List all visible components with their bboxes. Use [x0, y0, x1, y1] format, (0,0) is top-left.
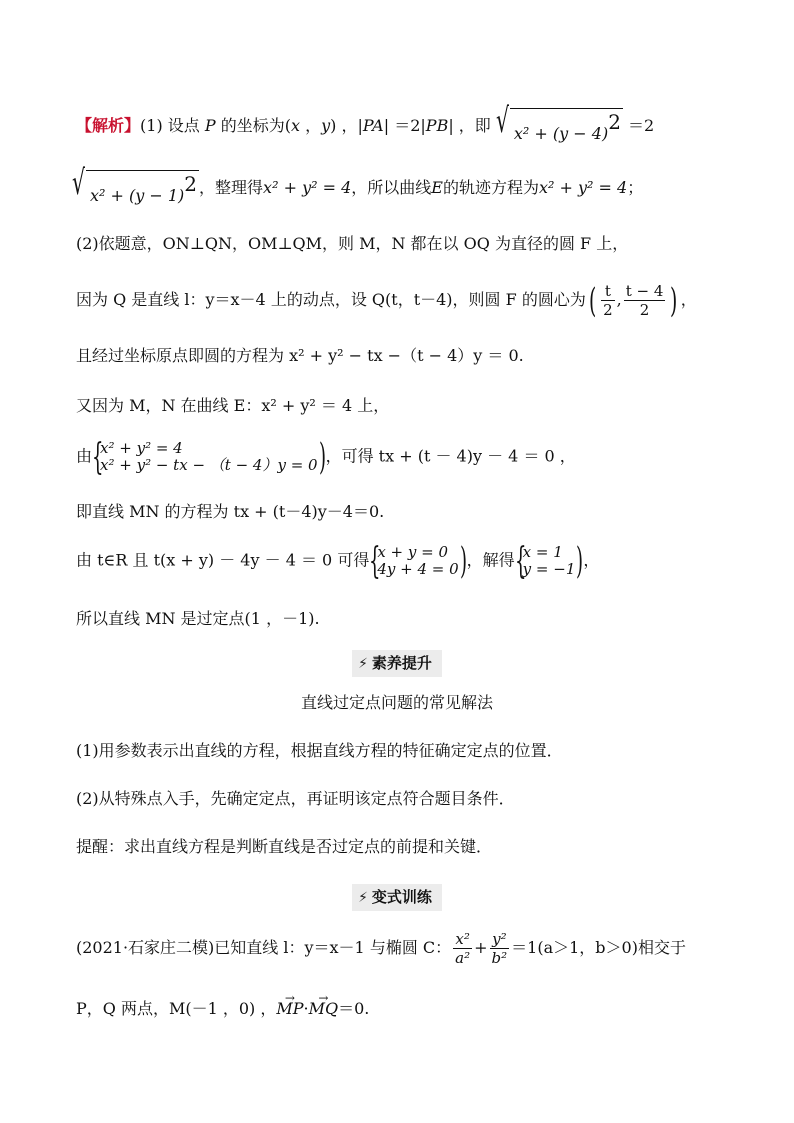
banner-literacy: ⚡ 素养提升 — [0, 650, 794, 677]
equation-system-2: { x + y = 0 4y + 4 = 0 ) — [369, 541, 467, 582]
fraction-y2-over-b2: $\frac{\text{y²}}{\text{b²}}$ — [491, 930, 508, 967]
fraction-t-minus-4-over-2: $\frac{t - 4}{2}$ — [625, 282, 664, 319]
sqrt-expression-1: √ x² + (y − 4)2 — [495, 101, 621, 143]
lightning-icon: ⚡ — [358, 890, 368, 906]
sqrt-expression-2: √ x² + (y − 1)2 — [72, 163, 198, 205]
problem-line-1: (2021·石家庄二模)已知直线 l：y＝x－1 与椭圆 C： $\frac{\text{x²}}{\text{a²}}$ + $\frac{\text{y²}}{\text{b²}}$ ＝1(a＞1，b＞0)相交于 — [76, 930, 686, 967]
method-2: (2)从特殊点入手，先确定定点，再证明该定点符合题目条件． — [76, 789, 515, 808]
lightning-icon: ⚡ — [358, 656, 368, 672]
solution-line-6: 又因为 M，N 在曲线 E：x² + y² ＝ 4 上， — [76, 396, 390, 415]
solution-line-9: 由 t∈R 且 t(x + y) － 4y － 4 ＝ 0 可得 { x + y = 0 4y + 4 = 0 ) ，解得 { x = 1 y = −1 ) ， — [76, 541, 600, 582]
vector-mp: → MP — [276, 998, 303, 1020]
fraction-x2-over-a2: $\frac{\text{x²}}{\text{a²}}$ — [455, 930, 471, 967]
fraction-t-over-2: $\frac{t}{2}$ — [603, 282, 613, 319]
banner-practice: ⚡ 变式训练 — [0, 884, 794, 911]
problem-line-2: P，Q 两点，M(－1 ，0) ，→ MP·→ MQ＝0. — [76, 998, 369, 1020]
solution-line-3: (2)依题意，ON⊥QN，OM⊥QM，则 M，N 都在以 OQ 为直径的圆 F 上， — [76, 234, 629, 253]
vector-mq: → MQ — [309, 998, 339, 1020]
solution-line-8: 即直线 MN 的方程为 tx + (t－4)y－4＝0. — [76, 502, 385, 521]
solution-line-1: 【解析】(1) 设点 P 的坐标为(x ，y) ，|PA| ＝2|PB| ，即 √ x² + (y − 4)2 ＝2 — [76, 101, 655, 143]
section-heading: 直线过定点问题的常见解法 — [300, 693, 493, 712]
reminder: 提醒：求出直线方程是判断直线是否过定点的前提和关键． — [76, 837, 493, 856]
equation-system-3: { x = 1 y = −1 ) — [514, 541, 584, 582]
solution-line-5: 且经过坐标原点即圆的方程为 x² + y² − tx −（t − 4）y ＝ 0. — [76, 346, 524, 365]
equation-system-1: { x² + y² = 4 x² + y² − tx − （t − 4）y = 0 ) — [92, 437, 326, 478]
solution-label: 【解析】 — [76, 116, 141, 135]
method-1: (1)用参数表示出直线的方程，根据直线方程的特征确定定点的位置． — [76, 741, 563, 760]
solution-line-4: 因为 Q 是直线 l：y＝x－4 上的动点，设 Q(t，t－4)，则圆 F 的圆心为( $\frac{t}{2}$ , $\frac{t - 4}{2}$ ) ， — [76, 280, 697, 321]
solution-line-2: √ x² + (y − 1)2 ，整理得x² + y² = 4，所以曲线E的轨迹方程为x² + y² = 4； — [72, 163, 644, 205]
solution-line-7: 由 { x² + y² = 4 x² + y² − tx − （t − 4）y = 0 ) ，可得 tx + (t － 4)y － 4 ＝ 0 ， — [76, 437, 576, 478]
solution-line-10: 所以直线 MN 是过定点(1 ，－1). — [76, 609, 320, 628]
